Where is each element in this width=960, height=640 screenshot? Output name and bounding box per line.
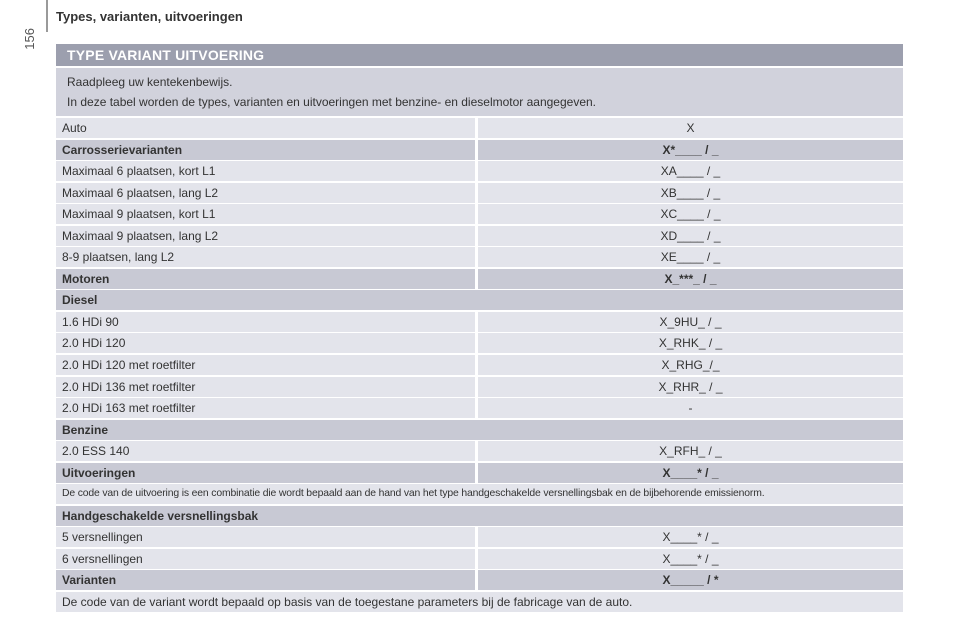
row-value: X_RHG_/_ (478, 355, 903, 375)
table-row (56, 183, 903, 203)
table-row (56, 420, 903, 440)
row-label: De code van de uitvoering is een combinatie die wordt bepaald aan de hand van het type handgeschakelde versnellingsbak en de bijbehorende emissienorm. (56, 484, 903, 504)
table-row (56, 226, 903, 246)
table-row (56, 247, 903, 267)
table-row (56, 570, 903, 590)
row-label: Benzine (56, 420, 903, 440)
row-value: XD____ / _ (478, 226, 903, 246)
type-variant-table (56, 44, 903, 614)
row-label: Maximaal 6 plaatsen, kort L1 (56, 161, 475, 181)
row-label: 2.0 HDi 163 met roetfilter (56, 398, 475, 418)
row-label: 8-9 plaatsen, lang L2 (56, 247, 475, 267)
row-value: X_____ / * (478, 570, 903, 590)
table-row (56, 506, 903, 526)
row-label: 2.0 ESS 140 (56, 441, 475, 461)
row-label: De code van de variant wordt bepaald op basis van de toegestane parameters bij de fabricage van de auto. (56, 592, 903, 612)
row-label: Maximaal 9 plaatsen, lang L2 (56, 226, 475, 246)
table-row (56, 161, 903, 181)
side-bar-marker (46, 0, 48, 32)
row-value: X_9HU_ / _ (478, 312, 903, 332)
intro-line: In deze tabel worden de types, varianten en uitvoeringen met benzine- en dieselmotor aangegeven. (67, 95, 597, 109)
row-label: 1.6 HDi 90 (56, 312, 475, 332)
table-row (56, 290, 903, 310)
table-row (56, 118, 903, 138)
table-row (56, 140, 903, 160)
row-label: Maximaal 9 plaatsen, kort L1 (56, 204, 475, 224)
table-row (56, 355, 903, 375)
row-label: Maximaal 6 plaatsen, lang L2 (56, 183, 475, 203)
row-label: Auto (56, 118, 475, 138)
row-value: X_RFH_ / _ (478, 441, 903, 461)
row-value: X____* / _ (478, 463, 903, 483)
row-label: 6 versnellingen (56, 549, 475, 569)
table-row (56, 269, 903, 289)
row-value: X (478, 118, 903, 138)
row-value: XB____ / _ (478, 183, 903, 203)
row-label: Handgeschakelde versnellingsbak (56, 506, 903, 526)
row-label: Motoren (56, 269, 475, 289)
table-intro (56, 68, 903, 116)
table-row (56, 441, 903, 461)
row-label: Uitvoeringen (56, 463, 475, 483)
intro-line: Raadpleeg uw kentekenbewijs. (67, 75, 233, 89)
row-value: X_RHK_ / _ (478, 333, 903, 353)
section-header: Types, varianten, uitvoeringen (56, 9, 243, 24)
row-label: Diesel (56, 290, 903, 310)
row-label: 2.0 HDi 120 met roetfilter (56, 355, 475, 375)
table-row (56, 592, 903, 612)
row-value: - (478, 398, 903, 418)
table-row (56, 204, 903, 224)
row-value: XA____ / _ (478, 161, 903, 181)
row-label: 2.0 HDi 120 (56, 333, 475, 353)
row-value: X____* / _ (478, 549, 903, 569)
table-row (56, 527, 903, 547)
row-value: X*____ / _ (478, 140, 903, 160)
table-title: TYPE VARIANT UITVOERING (56, 44, 903, 66)
table-row (56, 377, 903, 397)
page-number: 156 (22, 28, 37, 50)
table-row (56, 333, 903, 353)
row-value: X_***_ / _ (478, 269, 903, 289)
table-rows (56, 118, 903, 612)
table-row (56, 398, 903, 418)
row-value: X_RHR_ / _ (478, 377, 903, 397)
row-value: X____* / _ (478, 527, 903, 547)
row-label: Varianten (56, 570, 475, 590)
row-label: 5 versnellingen (56, 527, 475, 547)
row-label: Carrosserievarianten (56, 140, 475, 160)
table-row (56, 312, 903, 332)
row-value: XE____ / _ (478, 247, 903, 267)
table-row (56, 549, 903, 569)
table-row (56, 484, 903, 504)
table-row (56, 463, 903, 483)
row-label: 2.0 HDi 136 met roetfilter (56, 377, 475, 397)
row-value: XC____ / _ (478, 204, 903, 224)
